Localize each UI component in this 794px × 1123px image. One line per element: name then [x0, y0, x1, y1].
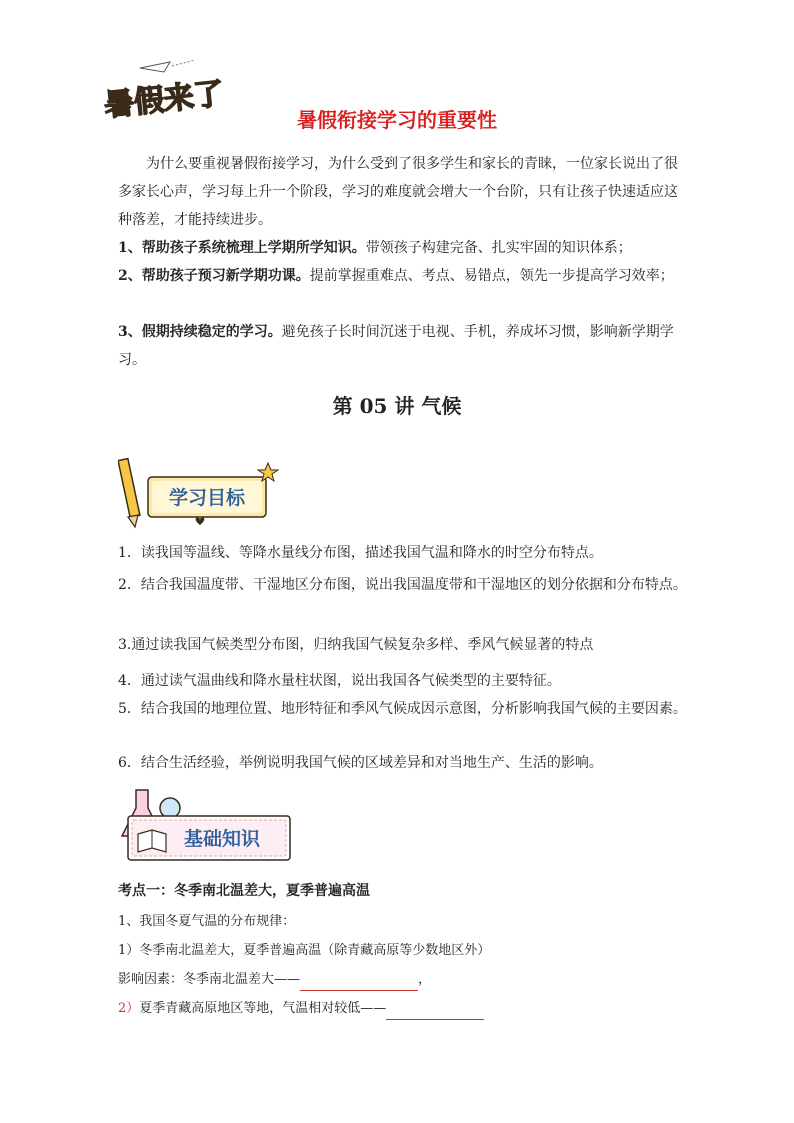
- page-title: 暑假衔接学习的重要性: [297, 108, 497, 132]
- logo-text: 暑假来了: [102, 76, 226, 122]
- point-3: 3、假期持续稳定的学习。避免孩子长时间沉迷于电视、手机，养成坏习惯，影响新学期学习。: [118, 324, 674, 368]
- kp-line-2: 1）冬季南北温差大，夏季普遍高温（除青藏高原等少数地区外）: [118, 943, 491, 958]
- answer-blank-1[interactable]: [300, 974, 418, 991]
- heart-icon: [196, 517, 205, 525]
- kp-line-1: 1、我国冬夏气温的分布规律：: [118, 914, 296, 929]
- objective-4: 4．通过读气温曲线和降水量柱状图，说出我国各气候类型的主要特征。: [118, 673, 561, 689]
- intro-paragraph: 为什么要重视暑假衔接学习，为什么受到了很多学生和家长的青睐，一位家长说出了很多家长心声，学习每上升一个阶段，学习的难度就会增大一个台阶，只有让孩子快速适应这种落差，才能持续进步。: [118, 156, 678, 228]
- kp-line-4: 2）夏季青藏高原地区等地，气温相对较低——: [118, 998, 484, 1020]
- basics-label: 基础知识: [183, 828, 261, 850]
- pencil-icon: [118, 459, 140, 527]
- objective-1: 1．读我国等温线、等降水量线分布图，描述我国气温和降水的时空分布特点。: [118, 545, 603, 561]
- objectives-badge: [118, 455, 283, 530]
- objective-2: 2．结合我国温度带、干湿地区分布图，说出我国温度带和干湿地区的划分依据和分布特点。: [118, 577, 687, 593]
- objective-6: 6．结合生活经验，举例说明我国气候的区域差异和对当地生产、生活的影响。: [118, 755, 603, 771]
- kp-line-3: 影响因素：冬季南北温差大—— ，: [118, 969, 431, 991]
- point-1: 1、帮助孩子系统梳理上学期所学知识。带领孩子构建完备、扎实牢固的知识体系；: [118, 240, 632, 256]
- knowledge-point-title: 考点一：冬季南北温差大，夏季普遍高温: [118, 883, 370, 899]
- objective-5: 5．结合我国的地理位置、地形特征和季风气候成因示意图，分析影响我国气候的主要因素。: [118, 701, 687, 717]
- lecture-title: 第 05 讲 气候: [332, 394, 462, 418]
- objective-3: 3.通过读我国气候类型分布图，归纳我国气候复杂多样、季风气候显著的特点: [118, 637, 594, 653]
- answer-blank-2[interactable]: [386, 1003, 484, 1020]
- objectives-label: 学习目标: [168, 487, 246, 509]
- point-2: 2、帮助孩子预习新学期功课。提前掌握重难点、考点、易错点，领先一步提高学习效率；: [118, 268, 674, 284]
- basics-badge: [118, 786, 298, 866]
